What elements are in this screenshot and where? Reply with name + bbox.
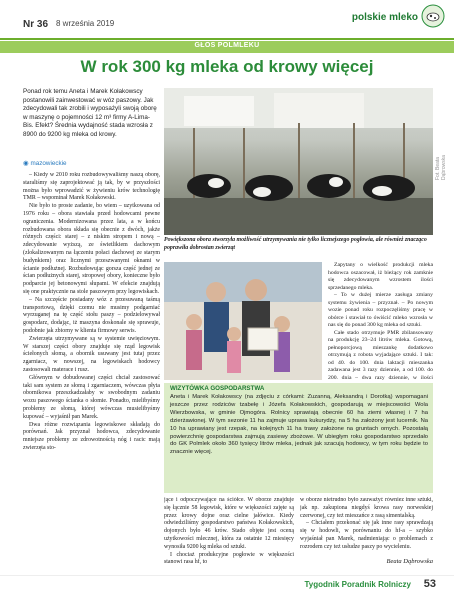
page-footer: [0, 575, 454, 600]
author-signature: Beata Dąbrowska: [386, 558, 433, 565]
paragraph: Dwa różne rozwiązania legowiskowe składają do porównań. Jak przyznał hodowca, zdecydowanie mniejsze problemy ze zdrowotnością nóg i racic mają zwierzęta sto-: [23, 421, 160, 451]
paragraph: Całe stado otrzymuje PMR zbilansowany na produkcję 23–24 litrów mleka. Gotową, pełnoporcjową mieszankę dodatkowo otrzymują z robota wyjadające sztuki. I tak: od 40. do 100. dnia laktacji mieszanka zadawana jest 3 razy dziennie, a od 100. do 200. dnia – dwa razy dziennie, w ilości: [328, 329, 433, 380]
paragraph: – Chciałem przekonać się jak inne rasy sprawdzają się w hodowli, w porównaniu do hf-a – szybko wyjaśniał pan Marek, nadmieniając o problemach z rozrodem czy też usłudze paszy po wycieleniu.: [300, 520, 433, 550]
section-label: GŁOS POLMLEKU: [194, 42, 260, 49]
family-illustration: [164, 262, 322, 380]
paragraph: w oborze nietrudno było zauważyć równiez inne sztuki, jak np. zakupiona niegdyś krowa rasy norweskiej czerwonej, czy też mieszańce z rasą simentalską.: [300, 497, 433, 519]
issue-date: 8 września 2019: [56, 19, 115, 28]
issue-number: Nr 36: [23, 19, 49, 30]
article-column-4: [328, 262, 433, 380]
article-lead: Ponad rok temu Aneta i Marek Kołakowscy postanowili zainwestować w wóz paszowy. Jak zdecydowali tak zrobili i wyposażyli swoją oborę w maszynę o pojemności 12 m³ firmy A-Lima-Bis. Efekt? Średnia wydajność stada wzrosła z 8900 do 9200 kg mleka od krowy.: [23, 88, 157, 138]
paragraph: Głównym w dobudowanej części chciał zastosować taki sam system ze słomą i zgarniaczem, wówczas płyta obornikowa przeszkadzałaby w swobodnym zadaniu wozu paszowego ścianka o słomie. Ponadto, mielibyśmy problemy ze słomą, której wówczas musielibyśmy kupować – wyjaśnił pan Marek.: [23, 374, 160, 420]
article-title: W rok 300 kg mleka od krowy więcej: [80, 57, 374, 76]
photo-caption: Powiększona obora stworzyła możliwość utrzymywania nie tylko licznejszego pogłowia, ale również znacząco poprawiła dobrostan zwierząt: [164, 237, 427, 251]
page-header: [0, 0, 454, 40]
cow-logo-icon: [421, 4, 445, 28]
farm-profile-text: Aneta i Marek Kołakowscy (na zdjęciu z córkami: Zuzanną, Aleksandrą i Dorotką) wspomagani jeszcze przez rodziców tzabełę i Józefa Kołakowskich, gospodarują w miejscowości Wola Wierzbowska, w gminie Ojmogóra. Rolnicy sprawiają obecnie 60 ha ziemi własnej i 7 ha dzierżawionej. W tym sezonie 11 ha zajmuje uprawa kukurydzy, na 5 ha założony jest lucernik. Na 10 ha uprawiany jest rzepak, na kolejnych 11 ha trawy założone na gruntach ornych. Pozostałą powierzchnię gospodarstwa zajmują zasiewy zbożowe. W ubiegłym roku gospodarstwo sprzedało do GK Polmlek około 360 tysięcy litrów mleka, jednak jak szacują hodowcy, w tym roku będzie to znacznie więcej.: [170, 394, 428, 456]
article-column-2: [164, 497, 294, 573]
region-label: mazowieckie: [30, 160, 67, 167]
brand-name: polskie mleko: [351, 12, 418, 23]
family-photo: [164, 262, 322, 380]
paragraph: – Kiedy w 2010 roku rozbudowywaliśmy naszą oborę, staraliśmy się zaprojektować ją tak, by w przyszłości można było wprowadzić w żywieniu krów technologię TMR – wspominał Marek Kołakowski.: [23, 172, 160, 202]
section-bar: [0, 41, 454, 53]
paragraph: – Na szczęście posiadany wóz z przesuwaną taśmą transportową, dzięki czemu nie musimy podgarniać wyrzuganej na tę część stołu paszy – podzielowywał gospodarz, dodając, iż maszyna doskonale się sprawuje, podobnie jak zbiorny w klienta firmowy serwis.: [23, 296, 160, 334]
paragraph: – To w dużej mierze zasługa zmiany systemu żywienia – przyznał. – Po nowym wozie ponad roku rozpoczęliśmy pracę w obórce i stawiał to ówiścić mleko wzrosła w nas się do ponad 300 kg mleka od sztuki.: [328, 292, 433, 328]
paragraph: Zwierzęta utrzymywane są w systemie uwięziowym. W starszej części obory znajduje się rząd legowisk ściełonych słomą, a obornik usuwany jest tutaj przez zgarniacz, w nowszej, na legowiskach hodowcy zastosowali materace i rusz.: [23, 335, 160, 373]
barn-illustration: [164, 88, 433, 235]
paragraph: I chociaż produkcyjne pogłowie w większości stanowi rasa hf, to: [164, 551, 294, 566]
farm-profile-title: WIZYTÓWKA GOSPODARSTWA: [170, 385, 265, 392]
paragraph: jące i odpoczywające na ściółce. W oborze znajduje się łącznie 58 legowisk, które w większości zajęte są przez krowy dojne oraz cielne jałówice. Kiedy odwiedziliśmy gospodarstwo państwa Kołakowskich, dojonych było 46 krów. Stado objęte jest oceną użytkowości mlecznej, która za ostatnie 12 miesięcy wynosiła 9200 kg mleka od sztuki.: [164, 497, 294, 550]
photo-credit: Fot. Beata Dąbrowska: [435, 154, 447, 180]
page-number: 53: [423, 578, 436, 590]
location-icon: ◉: [23, 160, 29, 167]
paragraph: Zapytany o wielkość produkcji mleka hodowca oszacował, iż bieżący rok zamknie się zdecydowanym wzrostem ilości sprzedanego mleka.: [328, 262, 433, 291]
paragraph: Nie było to proste zadanie, bo wiem – uzytkowana od 1976 roku – obora stawiała przed hodowcami pewne ograniczenia. Modernizowana przez lata, a w końcu rozbudowana obora składa się obecnie z dwóch, jakże różnych części: starej – z niskim stropem i nową – zdecydowanie wyższą, ze świetlikiem dachowym (zlokalizowanym na łączeniu połaci dachowej ze starym budynkiem) oraz licznymi przeszwanymi oknami w ścianie podłużnej. Rozbudowując gorsza część jednej ze ścian podłużnych starej, stropowej obory, konieczne było podparcie jej betonowymi słupami. W efekcie znajdują się one praktycznie na stole paszowym przy legowiskach.: [23, 203, 160, 295]
author-region: [23, 160, 67, 167]
article-column-1: [23, 172, 160, 572]
publication-name: Tygodnik Poradnik Rolniczy: [304, 580, 411, 589]
barn-photo: [164, 88, 433, 235]
farm-profile-box: [164, 383, 433, 493]
